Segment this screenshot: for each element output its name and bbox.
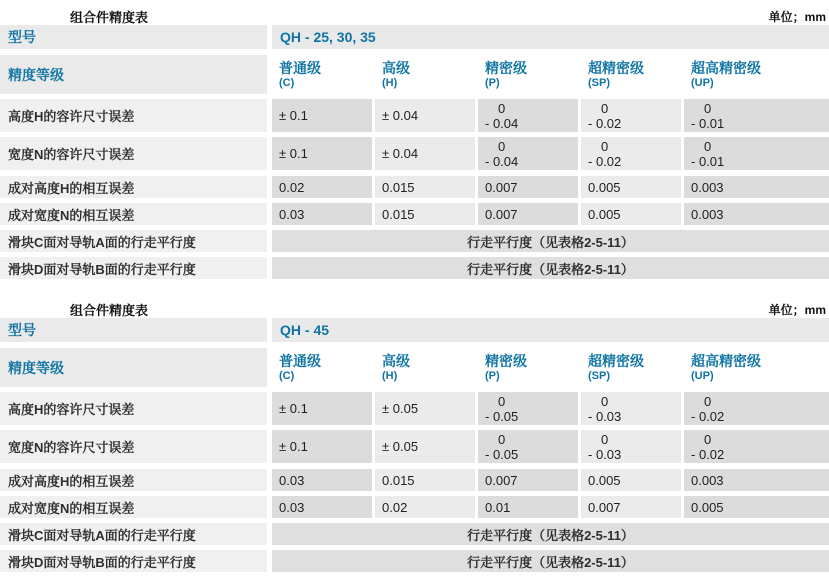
column-header-name: 超精密级	[588, 59, 644, 76]
row-label: 滑块D面对导轨B面的行走平行度	[0, 550, 267, 572]
tolerance-upper: 0	[601, 100, 609, 116]
value-cell: 0.005	[581, 469, 681, 491]
value-cell	[581, 137, 681, 170]
table-row-height-tolerance	[0, 99, 829, 132]
table-row-paired-width-error	[0, 496, 829, 518]
value-cell: 0.003	[684, 469, 829, 491]
tolerance-lower: - 0.02	[691, 446, 725, 462]
table-row-paired-width-error	[0, 203, 829, 225]
tolerance-upper: 0	[601, 431, 609, 447]
table-title: 组合件精度表	[70, 303, 149, 318]
column-header-c	[272, 348, 372, 387]
table-row-height-tolerance	[0, 392, 829, 425]
value-cell: 0.015	[375, 176, 475, 198]
column-header-code: (P)	[485, 76, 500, 89]
precision-table-qh-25-30-35	[0, 7, 829, 279]
model-row	[0, 318, 829, 342]
column-header-name: 超精密级	[588, 352, 644, 369]
table-caption-row	[0, 300, 829, 316]
value-cell	[581, 99, 681, 132]
tolerance-lower: - 0.02	[588, 153, 622, 169]
value-cell	[478, 99, 578, 132]
value-cell: 0.005	[684, 496, 829, 518]
value-cell: 0.01	[478, 496, 578, 518]
unit-label: 单位；mm	[768, 303, 826, 317]
value-cell: 0.003	[684, 176, 829, 198]
tolerance-lower: - 0.02	[588, 115, 622, 131]
value-cell: 0.02	[272, 176, 372, 198]
column-header-code: (UP)	[691, 369, 714, 382]
table-row-paired-height-error	[0, 469, 829, 491]
grade-header-row	[0, 55, 829, 94]
value-cell: ± 0.05	[375, 392, 475, 425]
tolerance-upper: 0	[601, 393, 609, 409]
grade-label: 精度等级	[0, 348, 267, 387]
column-header-name: 精密级	[485, 352, 527, 369]
tolerance-lower: - 0.04	[485, 153, 519, 169]
value-cell	[684, 99, 829, 132]
column-header-code: (SP)	[588, 369, 610, 382]
model-label: 型号	[0, 25, 267, 49]
model-value: QH - 45	[272, 318, 829, 342]
column-header-code: (C)	[279, 76, 295, 89]
row-label: 成对高度H的相互误差	[0, 469, 267, 491]
grade-header-row	[0, 348, 829, 387]
value-cell	[581, 392, 681, 425]
value-cell: 0.03	[272, 496, 372, 518]
column-header-name: 超高精密级	[691, 352, 761, 369]
column-header-code: (UP)	[691, 76, 714, 89]
merged-value-cell: 行走平行度（见表格2-5-11）	[272, 550, 829, 572]
merged-value-cell: 行走平行度（见表格2-5-11）	[272, 523, 829, 545]
column-header-name: 高级	[382, 59, 410, 76]
merged-value-cell: 行走平行度（见表格2-5-11）	[272, 230, 829, 252]
value-cell	[684, 392, 829, 425]
column-header-p	[478, 55, 578, 94]
value-cell: ± 0.1	[272, 392, 372, 425]
grade-label: 精度等级	[0, 55, 267, 94]
row-label: 滑块C面对导轨A面的行走平行度	[0, 230, 267, 252]
tolerance-upper: 0	[498, 393, 506, 409]
column-header-p	[478, 348, 578, 387]
row-label: 成对宽度N的相互误差	[0, 496, 267, 518]
merged-value-cell: 行走平行度（见表格2-5-11）	[272, 257, 829, 279]
table-row-width-tolerance	[0, 430, 829, 463]
tolerance-upper: 0	[704, 431, 712, 447]
row-label: 滑块D面对导轨B面的行走平行度	[0, 257, 267, 279]
tolerance-lower: - 0.02	[691, 408, 725, 424]
column-header-name: 普通级	[279, 352, 321, 369]
table-row-paired-height-error	[0, 176, 829, 198]
value-cell: 0.007	[478, 176, 578, 198]
tolerance-lower: - 0.03	[588, 408, 622, 424]
precision-table-qh-45	[0, 300, 829, 572]
column-header-c	[272, 55, 372, 94]
column-header-h	[375, 55, 475, 94]
value-cell: 0.005	[581, 203, 681, 225]
row-label: 宽度N的容许尺寸误差	[0, 137, 267, 170]
column-header-name: 高级	[382, 352, 410, 369]
value-cell: 0.03	[272, 469, 372, 491]
table-row-parallelism-c-a	[0, 523, 829, 545]
table-row-parallelism-d-b	[0, 257, 829, 279]
unit-label: 单位；mm	[768, 10, 826, 24]
value-cell	[684, 137, 829, 170]
value-cell: 0.005	[581, 176, 681, 198]
column-header-code: (C)	[279, 369, 295, 382]
tolerance-upper: 0	[498, 431, 506, 447]
tolerance-upper: 0	[498, 100, 506, 116]
tolerance-lower: - 0.03	[588, 446, 622, 462]
column-header-code: (H)	[382, 76, 398, 89]
column-header-code: (H)	[382, 369, 398, 382]
row-label: 高度H的容许尺寸误差	[0, 99, 267, 132]
column-header-sp	[581, 55, 681, 94]
table-title: 组合件精度表	[70, 10, 149, 25]
value-cell	[478, 392, 578, 425]
table-caption-row	[0, 7, 829, 23]
column-header-code: (SP)	[588, 76, 610, 89]
model-label: 型号	[0, 318, 267, 342]
column-header-name: 超高精密级	[691, 59, 761, 76]
table-row-width-tolerance	[0, 137, 829, 170]
value-cell	[478, 430, 578, 463]
column-header-up	[684, 55, 829, 94]
row-label: 高度H的容许尺寸误差	[0, 392, 267, 425]
value-cell: ± 0.1	[272, 99, 372, 132]
tolerance-lower: - 0.04	[485, 115, 519, 131]
model-row	[0, 25, 829, 49]
tolerance-upper: 0	[704, 100, 712, 116]
row-label: 成对宽度N的相互误差	[0, 203, 267, 225]
value-cell: ± 0.05	[375, 430, 475, 463]
column-header-sp	[581, 348, 681, 387]
value-cell: 0.015	[375, 203, 475, 225]
tolerance-lower: - 0.01	[691, 115, 725, 131]
value-cell	[581, 430, 681, 463]
value-cell	[478, 137, 578, 170]
value-cell: 0.015	[375, 469, 475, 491]
column-header-name: 精密级	[485, 59, 527, 76]
row-label: 滑块C面对导轨A面的行走平行度	[0, 523, 267, 545]
value-cell: ± 0.1	[272, 137, 372, 170]
model-value: QH - 25, 30, 35	[272, 25, 829, 49]
column-header-up	[684, 348, 829, 387]
column-header-name: 普通级	[279, 59, 321, 76]
row-label: 宽度N的容许尺寸误差	[0, 430, 267, 463]
value-cell: 0.007	[478, 469, 578, 491]
tolerance-lower: - 0.01	[691, 153, 725, 169]
tolerance-upper: 0	[601, 138, 609, 154]
column-header-h	[375, 348, 475, 387]
value-cell: ± 0.04	[375, 99, 475, 132]
value-cell: ± 0.04	[375, 137, 475, 170]
tolerance-upper: 0	[704, 393, 712, 409]
value-cell: 0.007	[478, 203, 578, 225]
value-cell: 0.03	[272, 203, 372, 225]
tolerance-upper: 0	[498, 138, 506, 154]
row-label: 成对高度H的相互误差	[0, 176, 267, 198]
column-header-code: (P)	[485, 369, 500, 382]
table-row-parallelism-c-a	[0, 230, 829, 252]
tolerance-upper: 0	[704, 138, 712, 154]
table-row-parallelism-d-b	[0, 550, 829, 572]
value-cell: 0.02	[375, 496, 475, 518]
value-cell: 0.003	[684, 203, 829, 225]
value-cell	[684, 430, 829, 463]
tolerance-lower: - 0.05	[485, 446, 519, 462]
value-cell: ± 0.1	[272, 430, 372, 463]
value-cell: 0.007	[581, 496, 681, 518]
tolerance-lower: - 0.05	[485, 408, 519, 424]
